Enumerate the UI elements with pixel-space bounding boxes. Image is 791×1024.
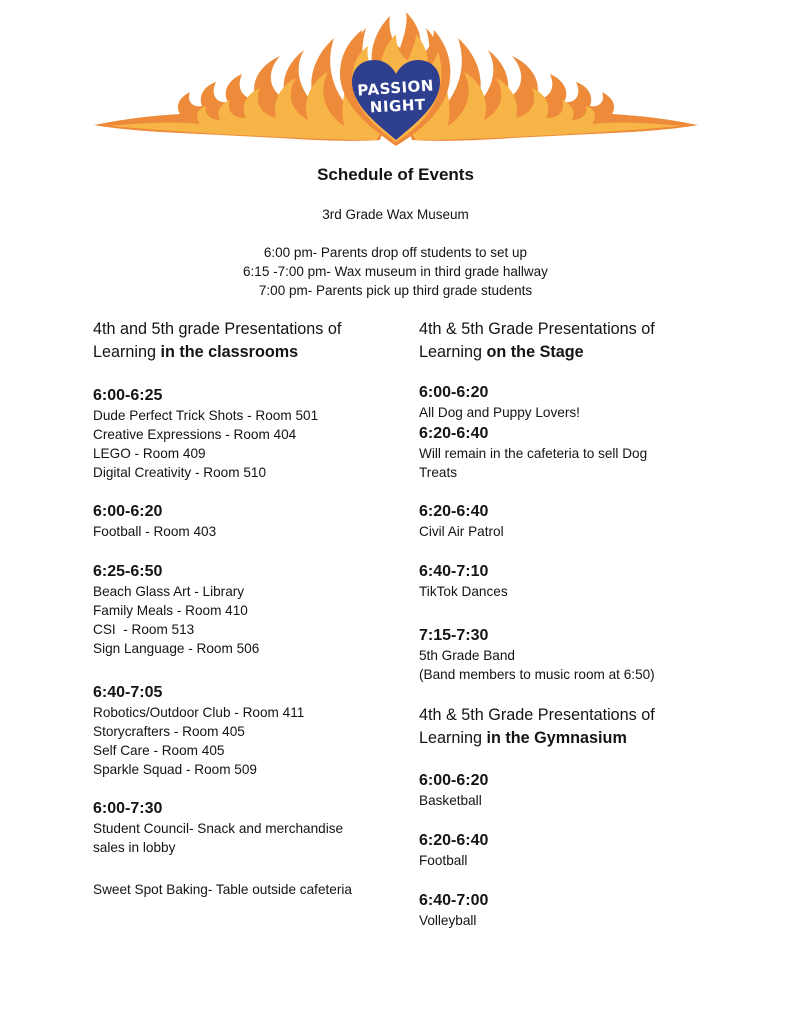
time-slot: 6:00-7:30 [93,800,163,817]
section-heading-gymnasium [419,704,709,750]
list-item: Self Care - Room 405 [93,743,225,758]
classrooms-column [93,318,393,897]
right-flames-icon [408,28,698,141]
list-item: Sign Language - Room 506 [93,641,260,656]
list-item: All Dog and Puppy Lovers! [419,405,580,420]
heading-line-bold: on the Stage [486,343,584,361]
time-slot: 6:40-7:10 [419,563,489,580]
list-item: Football [419,853,468,868]
time-slot: 6:00-6:20 [419,772,489,789]
time-slot: 6:40-7:00 [419,892,489,909]
schedule-block [419,771,709,810]
heading-line-bold: in the classrooms [160,343,299,361]
list-item: Treats [419,465,458,480]
list-item: Beach Glass Art - Library [93,584,245,599]
time-slot: 6:00-6:25 [93,387,163,404]
list-item: Student Council- Snack and merchandise [93,821,344,836]
list-item: Family Meals - Room 410 [93,603,248,618]
time-slot: 6:20-6:40 [419,425,489,442]
list-item: Volleyball [419,913,477,928]
gymnasium-section [419,704,709,750]
heading-line-plain: Learning [419,343,487,361]
schedule-block [93,386,393,482]
list-item: Basketball [419,793,482,808]
time-slot: 6:40-7:05 [93,684,163,701]
logo-text-passion: PASSION [356,76,435,100]
schedule-block [419,502,709,541]
list-item: sales in lobby [93,840,176,855]
section-heading-classrooms [93,318,393,364]
heading-line: 4th and 5th grade Presentations of [93,320,342,338]
heading-line-plain: Learning [419,729,487,747]
list-item: Dude Perfect Trick Shots - Room 501 [93,408,319,423]
list-item: (Band members to music room at 6:50) [419,667,655,682]
heading-line-plain: Learning [93,343,161,361]
schedule-block [419,562,709,601]
time-slot: 6:00-6:20 [93,503,163,520]
schedule-block [93,880,393,899]
list-item: Sweet Spot Baking- Table outside cafeteria [93,882,352,897]
heading-line-bold: in the Gymnasium [486,729,627,747]
section-heading-stage [419,318,709,364]
list-item: Creative Expressions - Room 404 [93,427,297,442]
time-slot: 6:20-6:40 [419,832,489,849]
schedule-block [419,831,709,870]
time-slot: 6:00-6:20 [419,384,489,401]
schedule-block [419,383,709,422]
time-slot: 7:15-7:30 [419,627,489,644]
list-item: Sparkle Squad - Room 509 [93,762,257,777]
page-title: Schedule of Events [317,165,474,184]
stage-gym-column [419,318,709,928]
list-item: Robotics/Outdoor Club - Room 411 [93,705,305,720]
list-item: LEGO - Room 409 [93,446,206,461]
schedule-block [93,562,393,658]
list-item: 5th Grade Band [419,648,515,663]
wax-museum-line: 6:15 -7:00 pm- Wax museum in third grade hallway [243,264,548,279]
schedule-block [419,424,709,482]
list-item: Civil Air Patrol [419,524,504,539]
schedule-block [419,891,709,930]
list-item: Football - Room 403 [93,524,217,539]
list-item: Will remain in the cafeteria to sell Dog [419,446,648,461]
heading-line: 4th & 5th Grade Presentations of [419,706,655,724]
list-item: CSI - Room 513 [93,622,195,637]
list-item: Storycrafters - Room 405 [93,724,245,739]
schedule-block [93,502,393,541]
list-item: Digital Creativity - Room 510 [93,465,267,480]
time-slot: 6:20-6:40 [419,503,489,520]
wax-museum-subtitle: 3rd Grade Wax Museum [322,207,469,222]
heading-line: 4th & 5th Grade Presentations of [419,320,655,338]
schedule-block [93,683,393,779]
passion-night-banner [90,8,702,148]
schedule-block [93,799,393,857]
left-flames-icon [94,28,384,141]
logo-text-night: NIGHT [369,95,427,117]
wax-museum-line: 6:00 pm- Parents drop off students to set up [263,245,528,260]
time-slot: 6:25-6:50 [93,563,163,580]
list-item: TikTok Dances [419,584,508,599]
flame-heart-logo-icon [90,8,702,148]
wax-museum-line: 7:00 pm- Parents pick up third grade students [258,283,533,298]
schedule-block [419,626,709,684]
